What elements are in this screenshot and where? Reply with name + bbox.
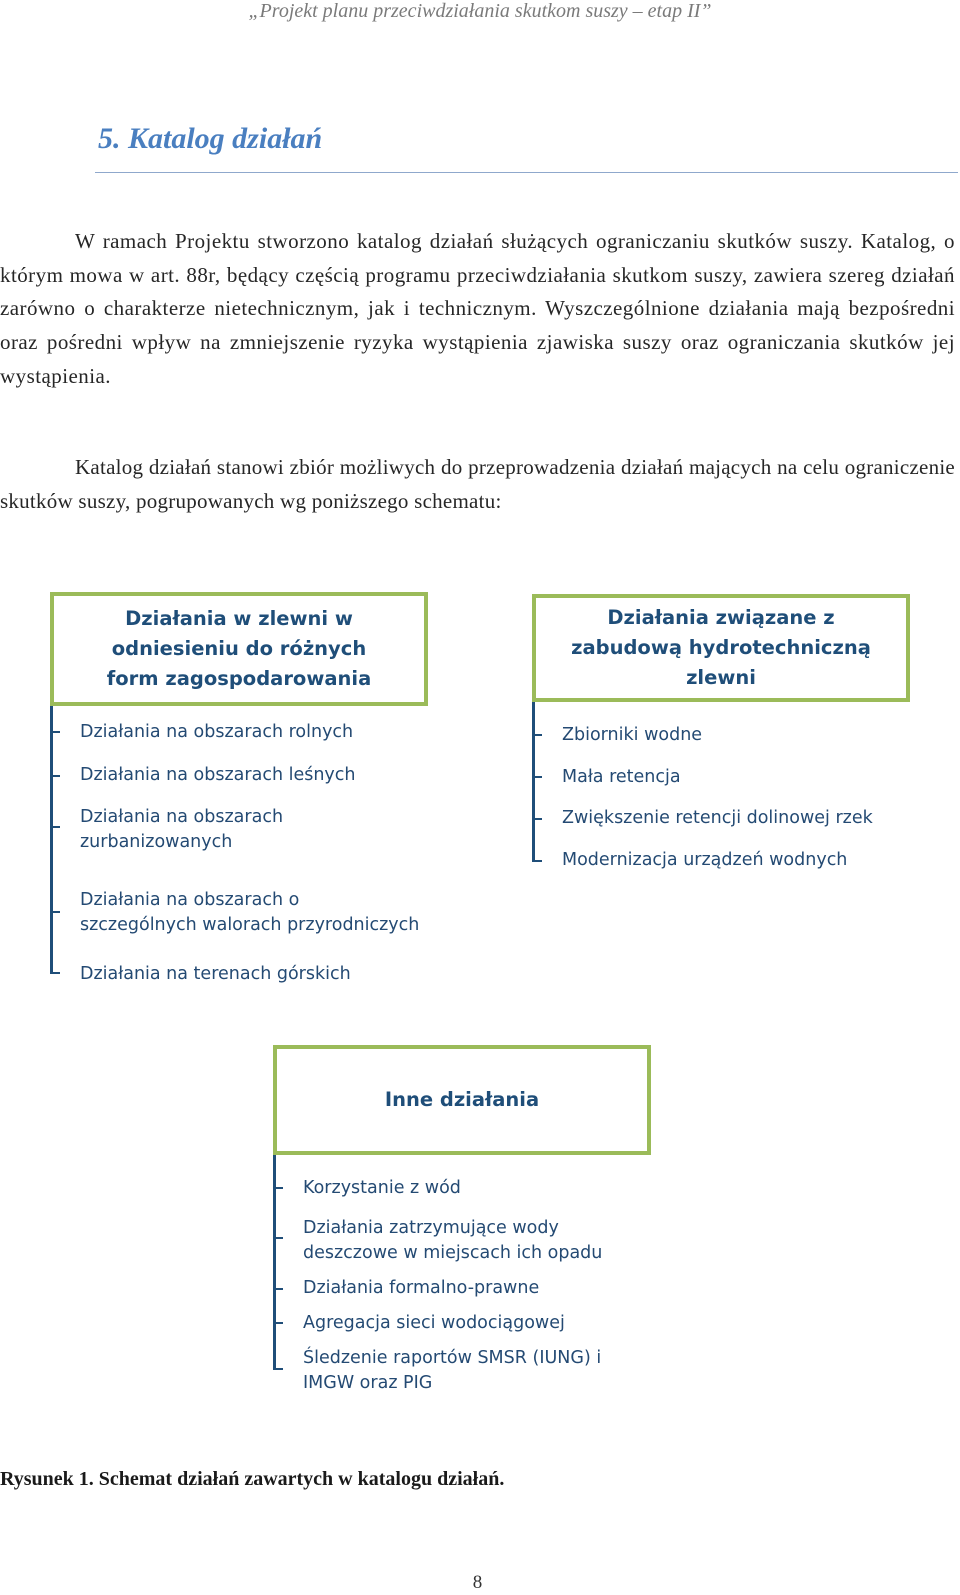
tree-tick	[50, 972, 60, 974]
list-item: Zbiorniki wodne	[562, 725, 703, 745]
list-item: Działania zatrzymujące wody deszczowe w miejscach ich opadu	[303, 1218, 603, 1263]
list-item: Zwiększenie retencji dolinowej rzek	[562, 808, 873, 828]
tree-tick	[532, 734, 542, 736]
tree-tick	[50, 826, 60, 828]
tree-tick	[273, 1187, 283, 1189]
list-item: Mała retencja	[562, 767, 681, 787]
tree-tick	[532, 776, 542, 778]
list-item: Działania na obszarach o szczególnych walorach przyrodniczych	[80, 890, 420, 935]
tree-tick	[50, 731, 60, 733]
body-paragraph-2: Katalog działań stanowi zbiór możliwych do przeprowadzenia działań mających na celu ograniczenie skutków suszy, pogrupowanych wg poniższego schematu:	[0, 455, 955, 513]
tree-connector	[50, 706, 61, 973]
list-item: Modernizacja urządzeń wodnych	[562, 850, 848, 870]
group-box-land-use	[50, 592, 428, 706]
tree-connector	[532, 702, 543, 860]
title-divider	[95, 172, 958, 173]
figure-caption: Rysunek 1. Schemat działań zawartych w katalogu działań.	[0, 1468, 505, 1490]
tree-tick	[532, 860, 542, 862]
tree-tick	[50, 775, 60, 777]
tree-tick	[50, 911, 60, 913]
list-item: Działania na obszarach zurbanizowanych	[80, 807, 284, 852]
group-box-other	[273, 1045, 651, 1155]
list-item: Działania formalno-prawne	[303, 1278, 540, 1298]
list-item: Działania na obszarach rolnych	[80, 722, 354, 742]
running-header: „Projekt planu przeciwdziałania skutkom suszy – etap II”	[248, 0, 712, 22]
list-item: Śledzenie raportów SMSR (IUNG) i IMGW oraz PIG	[303, 1348, 602, 1393]
list-item: Działania na obszarach leśnych	[80, 765, 356, 785]
group-title: Inne działania	[384, 1088, 540, 1111]
group-title: Działania związane z zabudową hydrotechniczną zlewni	[571, 606, 871, 689]
tree-tick	[273, 1237, 283, 1239]
body-paragraph-1: W ramach Projektu stworzono katalog działań służących ograniczaniu skutków suszy. Katalog, o którym mowa w art. 88r, będący częścią programu przeciwdziałania skutkom suszy, zawiera szereg działań zarówno o charakterze nietechnicznym, jak i technicznym. Wyszczególnione działania mają bezpośredni oraz pośredni wpływ na zmniejszenie ryzyka wystąpienia zjawiska suszy oraz ograniczania skutków jej wystąpienia.	[0, 229, 955, 388]
group-title: Działania w zlewni w odniesieniu do różnych form zagospodarowania	[106, 607, 372, 690]
tree-tick	[273, 1322, 283, 1324]
list-item: Agregacja sieci wodociągowej	[303, 1313, 565, 1333]
list-item: Korzystanie z wód	[303, 1178, 461, 1198]
page-number: 8	[472, 1572, 483, 1593]
tree-tick	[273, 1288, 283, 1290]
section-title: 5. Katalog działań	[98, 122, 323, 155]
tree-tick	[532, 818, 542, 820]
list-item: Działania na terenach górskich	[80, 964, 351, 984]
group-box-hydrotechnical	[532, 594, 910, 702]
tree-tick	[273, 1368, 283, 1370]
